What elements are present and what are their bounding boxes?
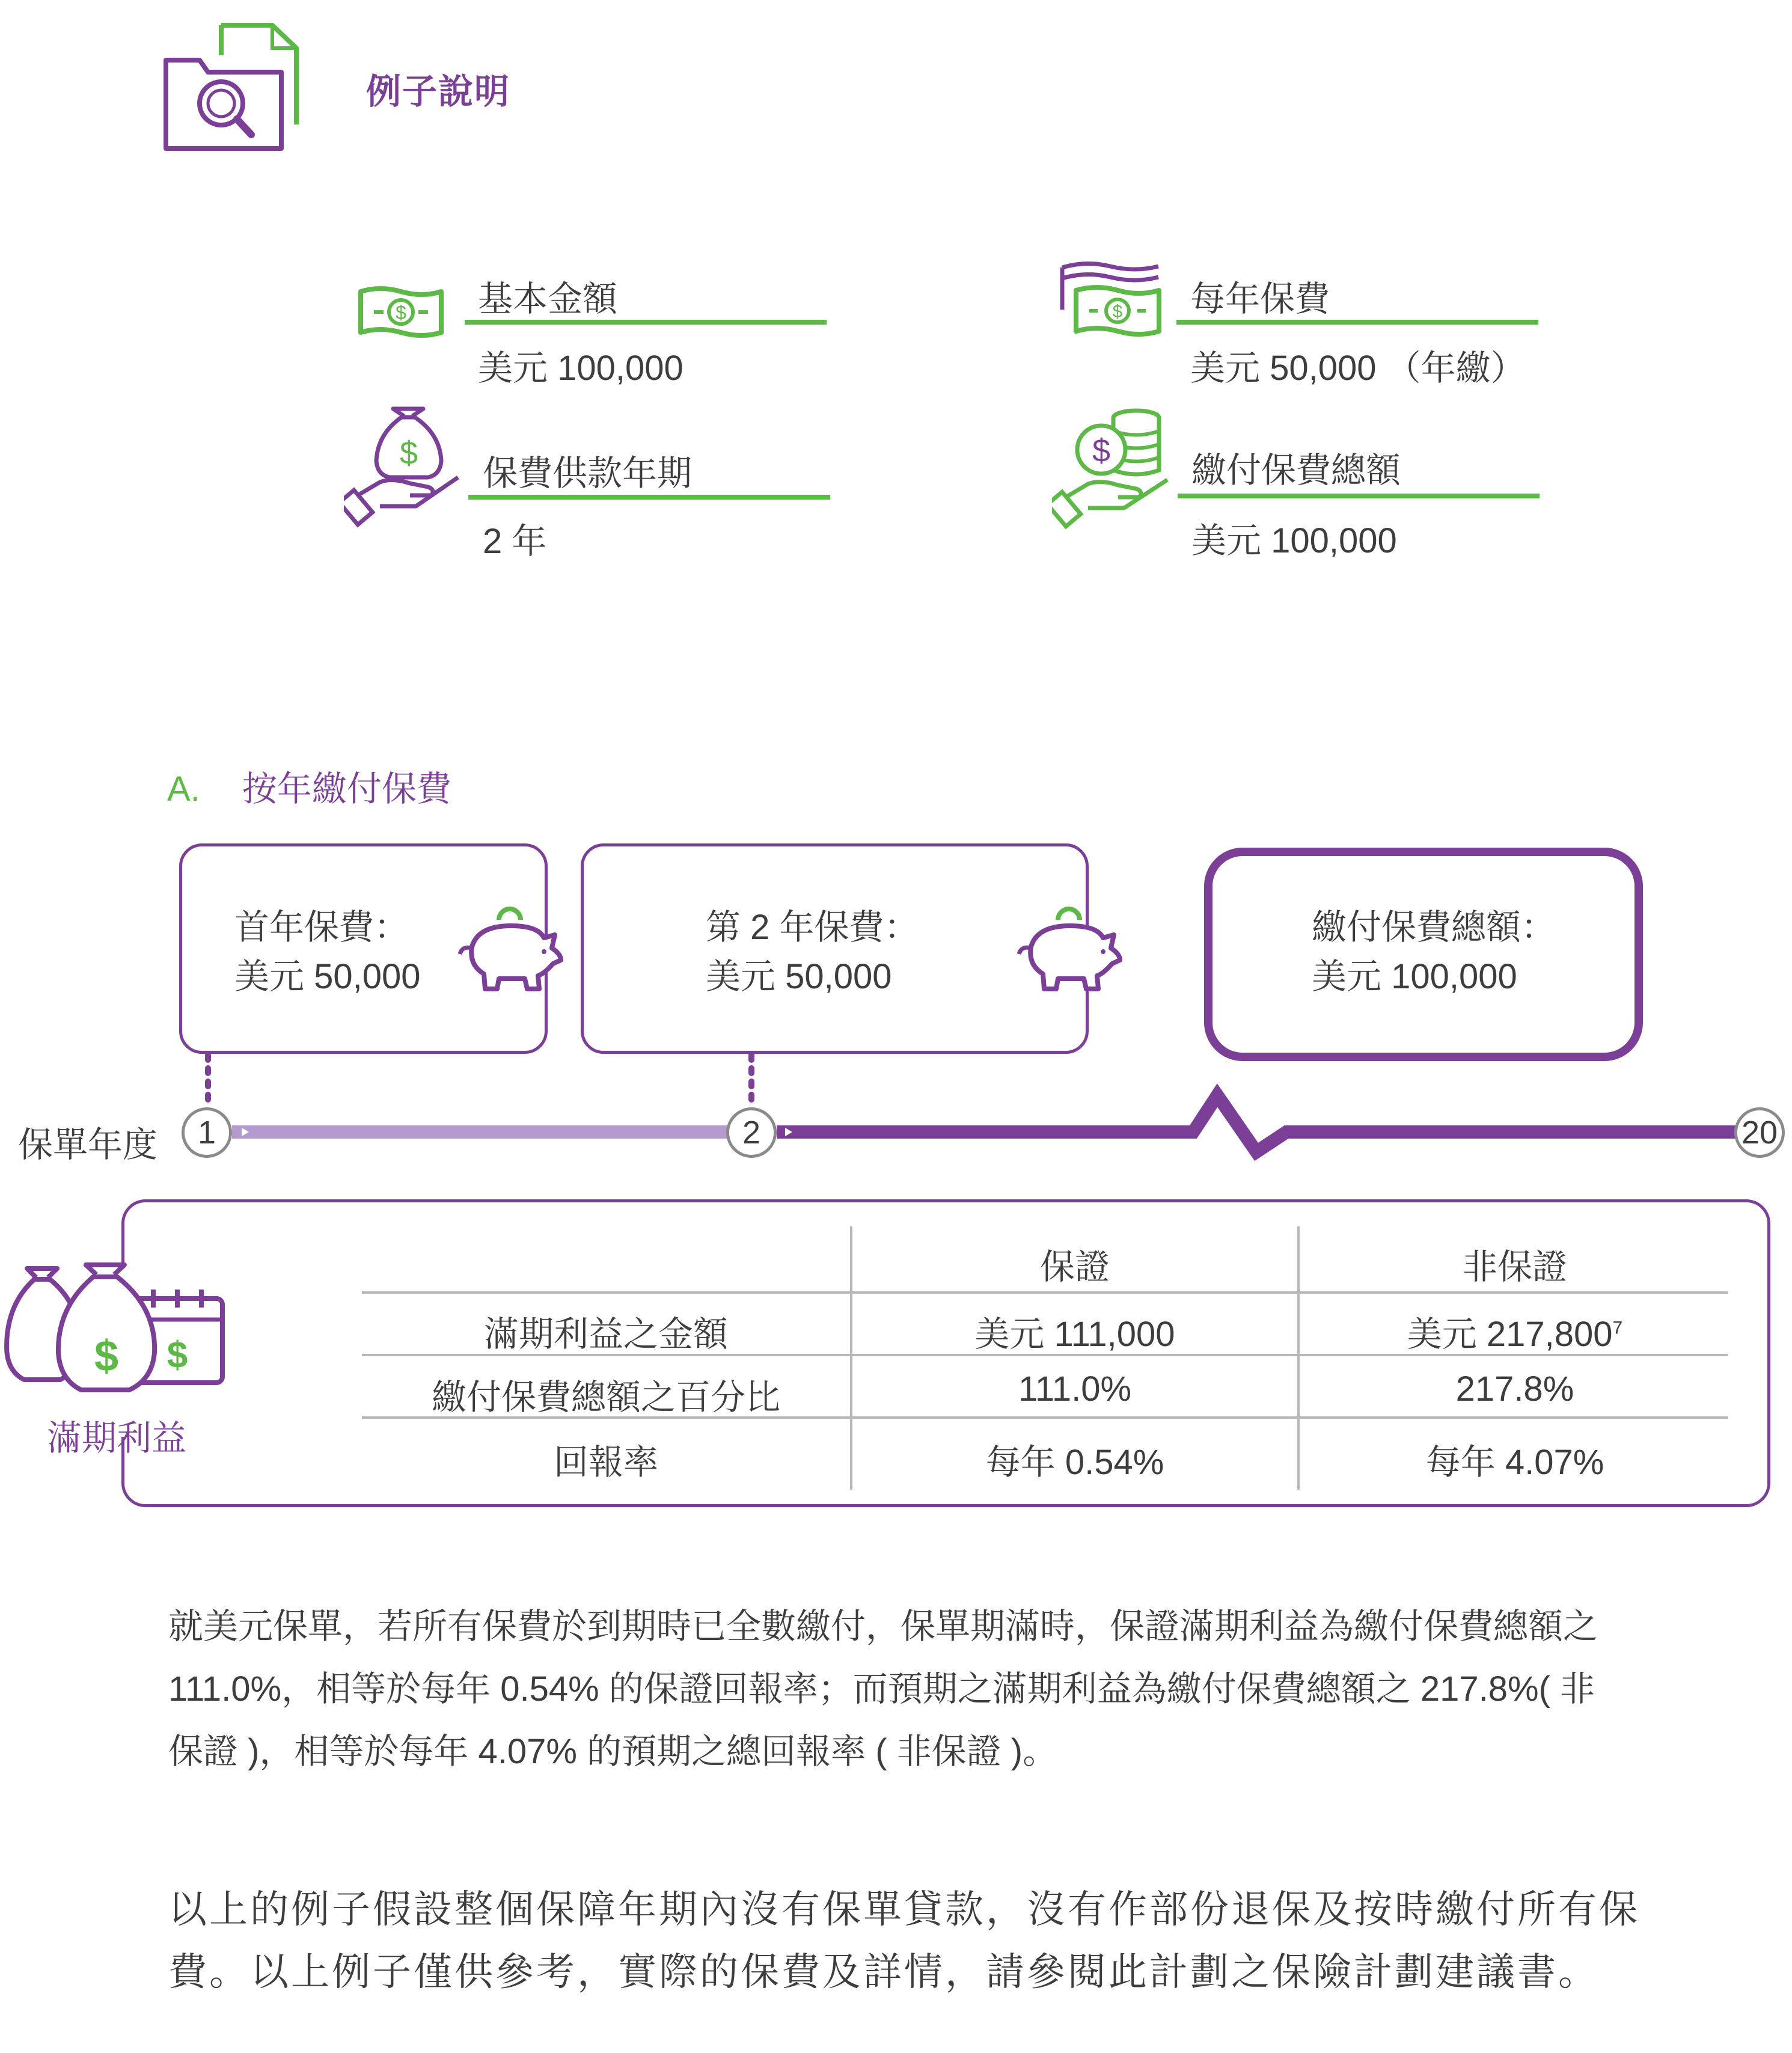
cell-non-guaranteed: 217.8% xyxy=(1455,1369,1574,1409)
svg-text:$: $ xyxy=(167,1335,188,1376)
total-box-amount: 美元 100,000 xyxy=(1312,957,1517,996)
svg-text:$: $ xyxy=(399,435,418,471)
second-year-amount: 美元 50,000 xyxy=(706,957,892,996)
cell-non-guaranteed: 每年 4.07% xyxy=(1425,1443,1604,1482)
cash-stack-icon xyxy=(1059,255,1164,340)
row-label: 滿期利益之金額 xyxy=(483,1315,728,1354)
column-header-guaranteed: 保證 xyxy=(1039,1247,1110,1287)
column-header-non-guaranteed: 非保證 xyxy=(1462,1247,1567,1287)
paragraph-line: 就美元保單，若所有保費於到期時已全數繳付，保單期滿時，保證滿期利益為繳付保費總額之 xyxy=(168,1607,1598,1646)
cell-guaranteed: 111.0% xyxy=(1018,1369,1132,1409)
piggy-bank-icon xyxy=(1013,899,1127,995)
section-heading: 按年繳付保費 xyxy=(242,769,451,809)
annual-premium-value: 美元 50,000 （年繳） xyxy=(1190,349,1526,388)
second-year-label: 第 2 年保費： xyxy=(706,908,919,947)
divider xyxy=(1178,494,1540,498)
basic-amount-value: 美元 100,000 xyxy=(478,349,683,388)
basic-amount-label: 基本金額 xyxy=(478,280,618,319)
total-box-label: 繳付保費總額： xyxy=(1312,908,1556,947)
disclaimer-paragraph xyxy=(168,1878,1755,2003)
cell-guaranteed: 美元 111,000 xyxy=(974,1315,1175,1354)
explanation-paragraph xyxy=(168,1596,1743,1783)
banknote-icon xyxy=(356,280,446,340)
page-title: 例子說明 xyxy=(366,72,511,111)
total-premium-label: 繳付保費總額 xyxy=(1191,451,1401,490)
row-label: 繳付保費總額之百分比 xyxy=(431,1378,780,1417)
paragraph-line: 以上的例子假設整個保障年期內沒有保單貸款，沒有作部份退保及按時繳付所有保 xyxy=(168,1888,1640,1931)
total-premium-value: 美元 100,000 xyxy=(1191,521,1397,560)
section-letter: A. xyxy=(167,769,200,809)
paragraph-line: 111.0%，相等於每年 0.54% 的保證回報率；而預期之滿期利益為繳付保費總額之 217.8%( 非 xyxy=(168,1669,1595,1709)
row-label: 回報率 xyxy=(553,1443,658,1482)
divider xyxy=(1176,320,1538,325)
section-title xyxy=(167,760,451,811)
first-year-text xyxy=(234,903,421,1002)
cell-non-guaranteed xyxy=(1300,1306,1730,1356)
divider xyxy=(468,495,830,500)
second-year-text xyxy=(706,903,919,1002)
policy-year-label: 保單年度 xyxy=(18,1125,158,1164)
svg-text:$: $ xyxy=(1092,433,1111,469)
footnote-marker: 7 xyxy=(1612,1318,1623,1338)
svg-text:$: $ xyxy=(396,302,406,323)
payment-term-value: 2 年 xyxy=(483,522,547,561)
total-box-text xyxy=(1312,903,1556,1002)
first-year-amount: 美元 50,000 xyxy=(234,957,421,996)
cell-guaranteed: 每年 0.54% xyxy=(985,1443,1164,1482)
cell-non-guaranteed-value: 美元 217,800 xyxy=(1407,1315,1613,1354)
policy-timeline xyxy=(0,1046,1792,1178)
row-divider xyxy=(362,1291,1728,1294)
piggy-bank-icon xyxy=(454,899,568,995)
hand-coins-icon xyxy=(1052,403,1172,532)
divider xyxy=(465,320,827,325)
annual-premium-label: 每年保費 xyxy=(1190,280,1330,319)
folder-search-icon xyxy=(161,19,305,158)
paragraph-line: 保證 )，相等於每年 4.07% 的預期之總回報率 ( 非保證 )。 xyxy=(168,1732,1058,1771)
payment-term-label: 保費供款年期 xyxy=(483,454,693,493)
year-marker-1: 1 xyxy=(182,1107,232,1158)
paragraph-line: 費。以上例子僅供參考，實際的保費及詳情，請參閱此計劃之保險計劃建議書。 xyxy=(168,1950,1599,1993)
hand-money-bag-icon xyxy=(344,404,464,530)
money-bags-calendar-icon xyxy=(3,1256,231,1395)
first-year-label: 首年保費： xyxy=(234,908,409,947)
year-marker-2: 2 xyxy=(726,1107,777,1158)
maturity-label: 滿期利益 xyxy=(47,1419,187,1458)
svg-text:$: $ xyxy=(94,1332,119,1380)
year-marker-20: 20 xyxy=(1734,1107,1785,1158)
svg-text:$: $ xyxy=(1112,302,1123,322)
